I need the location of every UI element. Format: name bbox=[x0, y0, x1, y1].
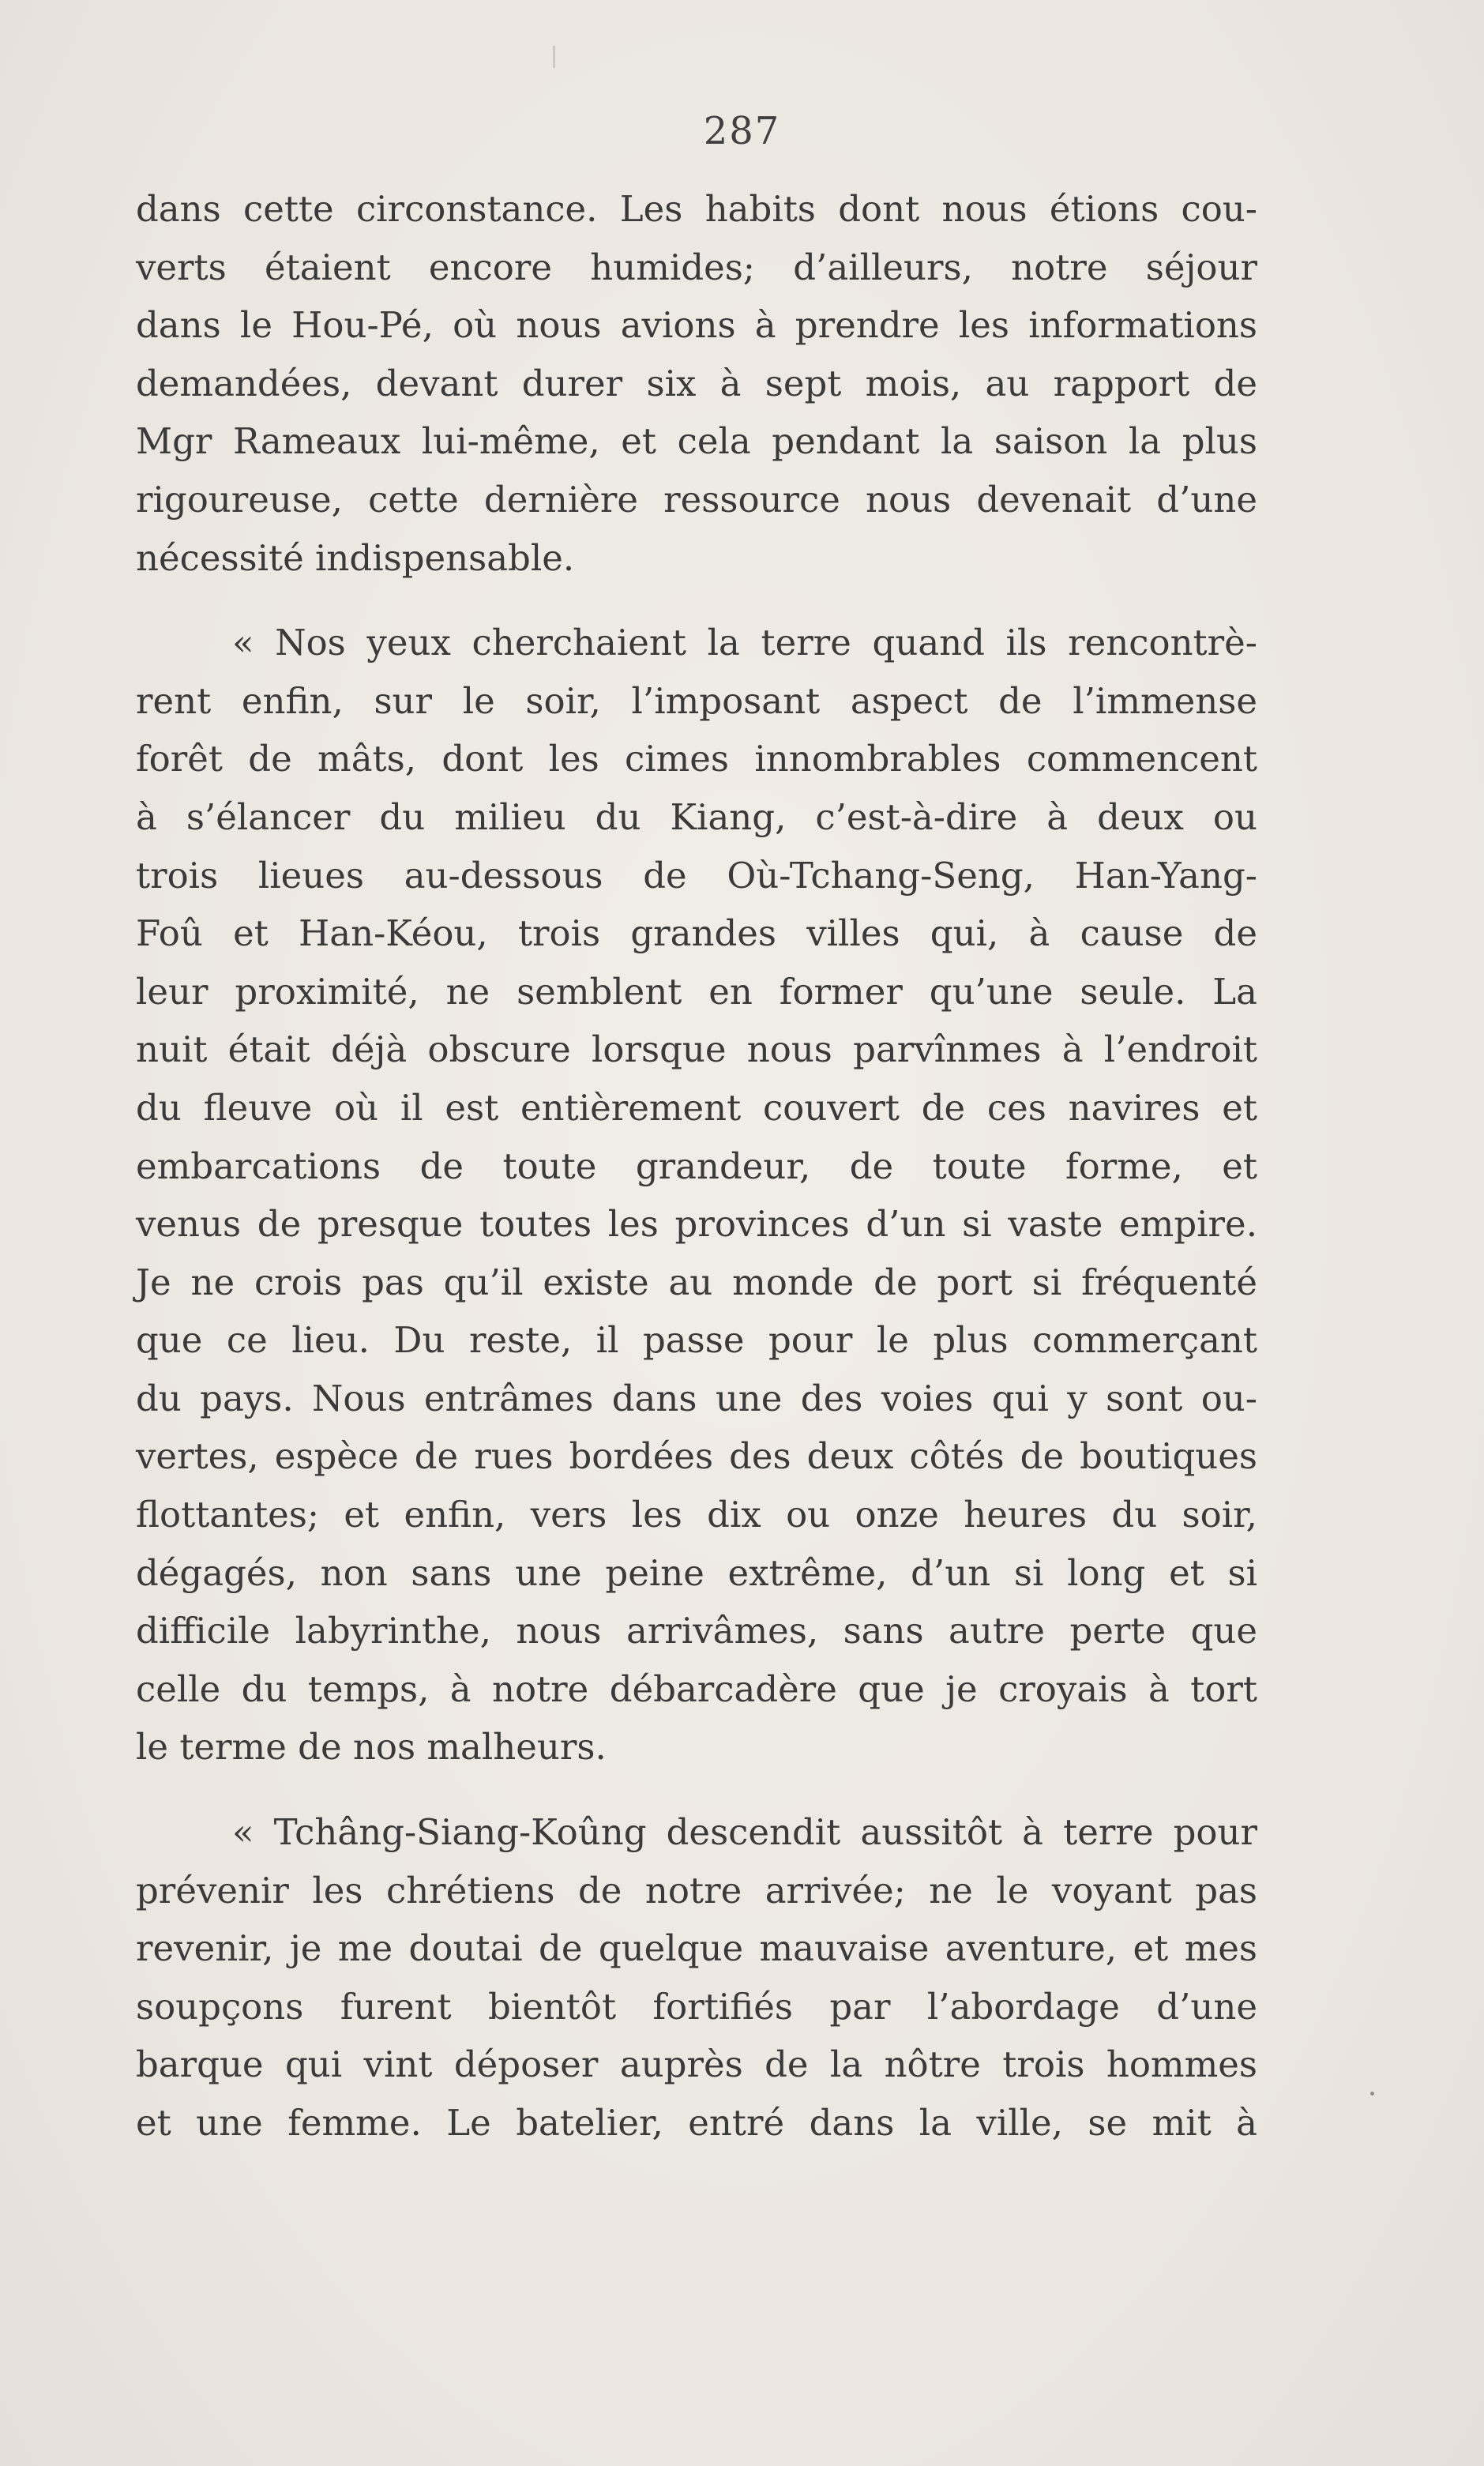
text-line: Je ne crois pas qu’il existe au monde de port si fréquenté bbox=[136, 1261, 1257, 1303]
text-line: à s’élancer du milieu du Kiang, c’est-à-dire à deux ou bbox=[136, 795, 1257, 838]
paper-mark bbox=[553, 46, 555, 68]
text-line: embarcations de toute grandeur, de toute forme, et bbox=[136, 1145, 1257, 1187]
text-line: rigoureuse, cette dernière ressource nous devenait d’une bbox=[136, 478, 1257, 521]
text-line: revenir, je me doutai de quelque mauvaise aventure, et mes bbox=[136, 1927, 1257, 1970]
text-line: celle du temps, à notre débarcadère que je croyais à tort bbox=[136, 1667, 1257, 1710]
text-line: vertes, espèce de rues bordées des deux côtés de boutiques bbox=[136, 1435, 1257, 1478]
text-line: dans cette circonstance. Les habits dont nous étions cou- bbox=[136, 188, 1257, 230]
text-line: nécessité indispensable. bbox=[136, 536, 575, 579]
page-number: 287 bbox=[703, 109, 781, 153]
text-line: forêt de mâts, dont les cimes innombrables commencent bbox=[136, 738, 1257, 780]
text-line: dans le Hou-Pé, où nous avions à prendre les informations bbox=[136, 304, 1257, 347]
text-line: du pays. Nous entrâmes dans une des voies qui y sont ou- bbox=[136, 1377, 1257, 1419]
text-line: flottantes; et enfin, vers les dix ou onze heures du soir, bbox=[136, 1494, 1257, 1536]
text-line: Mgr Rameaux lui-même, et cela pendant la saison la plus bbox=[136, 420, 1257, 463]
text-line: Foû et Han-Kéou, trois grandes villes qui, à cause de bbox=[136, 912, 1257, 955]
text-line: dégagés, non sans une peine extrême, d’un si long et si bbox=[136, 1551, 1257, 1594]
text-line: leur proximité, ne semblent en former qu’une seule. La bbox=[136, 970, 1257, 1013]
page-body-text bbox=[136, 180, 1257, 2152]
text-line: « Tchâng-Siang-Koûng descendit aussitôt à terre pour bbox=[232, 1811, 1257, 1854]
text-line: verts étaient encore humides; d’ailleurs, notre séjour bbox=[136, 246, 1257, 288]
text-line: du fleuve où il est entièrement couvert de ces navires et bbox=[136, 1086, 1257, 1129]
text-line: barque qui vint déposer auprès de la nôtre trois hommes bbox=[136, 2043, 1257, 2086]
text-line: « Nos yeux cherchaient la terre quand ils rencontrè- bbox=[232, 622, 1257, 664]
paragraph-2 bbox=[136, 614, 1257, 1776]
paragraph-3 bbox=[136, 1803, 1257, 2152]
text-line: demandées, devant durer six à sept mois, au rapport de bbox=[136, 362, 1257, 404]
paper-speck bbox=[1370, 2092, 1374, 2096]
text-line: prévenir les chrétiens de notre arrivée; ne le voyant pas bbox=[136, 1869, 1257, 1912]
text-line: le terme de nos malheurs. bbox=[136, 1726, 607, 1769]
text-line: rent enfin, sur le soir, l’imposant aspect de l’immense bbox=[136, 679, 1257, 722]
text-line: nuit était déjà obscure lorsque nous parvînmes à l’endroit bbox=[136, 1028, 1257, 1071]
text-line: et une femme. Le batelier, entré dans la ville, se mit à bbox=[136, 2102, 1257, 2144]
text-line: trois lieues au-dessous de Où-Tchang-Seng, Han-Yang- bbox=[136, 854, 1257, 897]
text-line: soupçons furent bientôt fortifiés par l’abordage d’une bbox=[136, 1985, 1257, 2028]
text-line: venus de presque toutes les provinces d’un si vaste empire. bbox=[136, 1203, 1257, 1246]
text-line: difficile labyrinthe, nous arrivâmes, sans autre perte que bbox=[136, 1610, 1257, 1652]
text-line: que ce lieu. Du reste, il passe pour le plus commerçant bbox=[136, 1319, 1257, 1362]
paragraph-1 bbox=[136, 180, 1257, 587]
